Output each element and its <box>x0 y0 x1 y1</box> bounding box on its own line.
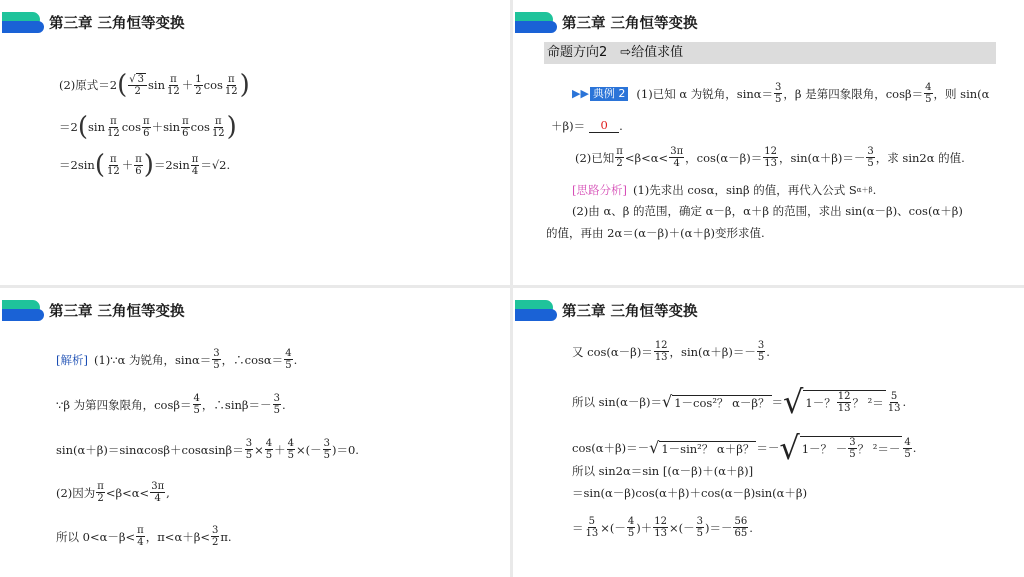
text: )＋ <box>636 520 653 535</box>
fraction: $\frac{\pi}{2}$ <box>97 481 104 504</box>
slide-2 <box>513 0 1024 285</box>
fraction: $\frac{3}{5}$ <box>867 146 874 169</box>
header-tab-blue <box>2 309 44 321</box>
text: , <box>166 485 170 500</box>
solution-line-5 <box>572 486 807 500</box>
header-tab-blue <box>515 309 557 321</box>
fraction: $\frac{4}{5}$ <box>627 516 635 539</box>
text: α＋β <box>856 186 873 194</box>
text: (1)∵α 为锐角，sinα＝ <box>93 352 212 367</box>
text: (2)原式＝2 <box>59 78 118 92</box>
text: (2)已知 <box>575 150 615 165</box>
text: sin <box>87 120 105 134</box>
text: . <box>912 441 917 455</box>
fraction: $\frac{4}{5}$ <box>904 436 911 460</box>
fraction: $\frac{\pi}{12}$ <box>211 115 225 139</box>
sqrt-sign: √ <box>649 438 660 457</box>
fraction: $\frac{\pi}{6}$ <box>135 153 142 177</box>
fraction: $\frac{12}{13}$ <box>654 340 668 363</box>
text: 所以 sin2α＝sin [(α－β)＋(α＋β)] <box>572 464 754 478</box>
text: . <box>619 118 623 133</box>
text: )＝－ <box>704 520 733 535</box>
fraction: $\frac{4}{5}$ <box>265 438 273 461</box>
analysis-line-4 <box>56 481 170 504</box>
text: ∵β 为第四象限角，cosβ＝ <box>56 397 192 412</box>
text: × <box>254 442 264 457</box>
text: . <box>293 352 298 367</box>
text: cos <box>121 120 141 134</box>
solution-line-3 <box>572 429 917 467</box>
topic-banner: 命题方向2 ⇨给值求值 <box>544 42 996 64</box>
text: 1－？ <box>805 395 836 410</box>
text: ，则 sin(α <box>933 86 990 101</box>
fraction: $\frac{\pi}{12}$ <box>106 153 120 177</box>
text: 又 cos(α－β)＝ <box>572 344 653 359</box>
fraction: $\frac{4}{5}$ <box>285 348 292 371</box>
fraction: $\frac{4}{5}$ <box>925 82 932 105</box>
paren: ( <box>77 112 88 142</box>
fraction: $\frac{4}{5}$ <box>287 438 294 461</box>
text: cos(α＋β)＝－ <box>572 441 650 455</box>
hint-line-1 <box>572 183 876 197</box>
fraction: $\frac{12}{13}$ <box>837 391 851 414</box>
text: ？ ²＝ <box>852 395 884 410</box>
radicand: 1－cos²？ α－β？ <box>674 395 770 410</box>
example-line-3 <box>575 146 965 169</box>
solution-line-1 <box>59 72 250 98</box>
fraction: $\frac{\pi}{6}$ <box>182 115 189 139</box>
text: sin <box>148 78 166 92</box>
fraction: $\frac{3}{5}$ <box>775 82 782 105</box>
solution-line-2 <box>572 383 907 421</box>
fraction: $\frac{3}{5}$ <box>849 437 856 460</box>
text: <β<α< <box>624 150 669 165</box>
answer-blank: 0 <box>589 118 619 133</box>
fraction: $\frac{5}{13}$ <box>887 390 901 414</box>
analysis-line-3 <box>56 438 359 461</box>
fraction: $\frac{\pi}{4}$ <box>191 153 199 177</box>
text: sin <box>163 120 181 134</box>
text: )＝0. <box>331 442 359 457</box>
text: ＋ <box>181 78 194 92</box>
text: . <box>766 344 770 359</box>
fraction: $\frac{√ 3}{2}$ <box>128 73 147 97</box>
text: ，求 sin2α 的值. <box>875 150 965 165</box>
fraction: $\frac{12}{13}$ <box>654 516 667 539</box>
chapter-header <box>0 10 300 36</box>
chapter-title: 第三章 三角恒等变换 <box>562 304 698 320</box>
slide-4 <box>513 288 1024 577</box>
text: 的值，再由 2α＝(α－β)＋(α＋β)变形求值. <box>546 226 765 240</box>
text: ×(－ <box>600 520 626 535</box>
analysis-line-5 <box>56 525 232 548</box>
fraction: $\frac{\pi}{2}$ <box>616 146 623 169</box>
paren: ) <box>239 70 250 100</box>
chapter-title: 第三章 三角恒等变换 <box>562 16 698 32</box>
hint-label: [思路分析] <box>572 183 627 197</box>
text: ，sin(α＋β)＝－ <box>669 344 756 359</box>
text: ×(－ <box>295 442 322 457</box>
text: ＋ <box>151 120 164 134</box>
text: ，∴cosα＝ <box>221 352 284 367</box>
fraction: $\frac{3}{5}$ <box>213 348 220 371</box>
chapter-title: 第三章 三角恒等变换 <box>49 16 185 32</box>
solution-line-6 <box>572 516 753 539</box>
fraction: $\frac{3}{5}$ <box>245 438 253 461</box>
text: (1)已知 α 为锐角，sinα＝ <box>636 86 774 101</box>
text: <β<α< <box>105 485 150 500</box>
fraction: $\frac{\pi}{12}$ <box>106 115 120 139</box>
text: (1)先求出 cosα，sinβ 的值，再代入公式 S <box>632 183 857 197</box>
solution-line-2 <box>59 114 237 140</box>
text: cos <box>203 78 223 92</box>
radicand: 1－sin²？ α＋β？ <box>661 441 755 456</box>
chapter-header <box>513 10 813 36</box>
text: ×(－ <box>668 520 695 535</box>
paren: ) <box>226 112 237 142</box>
fraction: $\frac{5}{13}$ <box>585 516 599 539</box>
text: sin(α＋β)＝sinαcosβ＋cosαsinβ＝ <box>56 442 244 457</box>
chapter-header <box>0 298 300 324</box>
text: cos <box>190 120 210 134</box>
example-badge: 典例 2 <box>590 87 629 101</box>
text: ＋ <box>274 442 286 457</box>
text: ＝2 <box>59 120 78 134</box>
text: ，π<α＋β< <box>145 529 210 544</box>
sqrt-sign: √ <box>783 383 804 421</box>
radicand <box>800 436 903 460</box>
text: ，∴sinβ＝－ <box>201 397 272 412</box>
text: 所以 0<α－β< <box>56 529 136 544</box>
double-arrow-icon: ▶▶ <box>572 86 589 100</box>
analysis-line-2 <box>56 393 286 416</box>
text: (2)由 α、β 的范围，确定 α－β，α＋β 的范围，求出 sin(α－β)、cos(α＋β) <box>572 204 963 218</box>
paren: ) <box>143 150 154 180</box>
text: ＋β)＝ <box>551 118 586 133</box>
paren: ( <box>94 150 105 180</box>
fraction: $\frac{3\pi}{4}$ <box>151 481 165 504</box>
slide-1 <box>0 0 510 285</box>
text: 所以 sin(α－β)＝ <box>572 395 663 409</box>
text: π. <box>220 529 232 544</box>
text: ＝－ <box>756 441 780 455</box>
text: ，sin(α＋β)＝－ <box>779 150 866 165</box>
chapter-header <box>513 298 813 324</box>
solution-line-4 <box>572 464 753 478</box>
radicand <box>803 390 885 414</box>
text: ＋ <box>121 158 134 172</box>
fraction: $\frac{1}{2}$ <box>195 73 202 97</box>
paren: ( <box>117 70 128 100</box>
fraction: $\frac{3}{2}$ <box>212 525 219 548</box>
chapter-title: 第三章 三角恒等变换 <box>49 304 185 320</box>
sqrt-sign: √ <box>662 392 673 411</box>
sqrt-sign: √ <box>779 429 800 467</box>
fraction: $\frac{\pi}{4}$ <box>137 525 144 548</box>
hint-line-3 <box>546 226 765 240</box>
fraction: $\frac{3}{5}$ <box>323 438 330 461</box>
text: ，cos(α－β)＝ <box>685 150 763 165</box>
fraction: $\frac{3}{5}$ <box>696 516 703 539</box>
fraction: $\frac{3}{5}$ <box>273 393 280 416</box>
fraction: $\frac{3}{5}$ <box>757 340 765 363</box>
text: . <box>281 397 286 412</box>
fraction: $\frac{12}{13}$ <box>764 146 778 169</box>
text: (2)因为 <box>56 485 96 500</box>
text: . <box>749 520 753 535</box>
text: 1－？ － <box>801 441 848 456</box>
text: . <box>872 183 877 197</box>
text: ＝sin(α－β)cos(α＋β)＋cos(α－β)sin(α＋β) <box>572 486 808 500</box>
fraction: $\frac{\pi}{12}$ <box>167 73 180 97</box>
example-line-2 <box>551 118 623 133</box>
solution-line-1 <box>572 340 770 363</box>
text: ＝2sin <box>153 158 190 172</box>
fraction: $\frac{3\pi}{4}$ <box>670 146 684 169</box>
header-tab-blue <box>2 21 44 33</box>
solution-line-3 <box>59 152 230 178</box>
analysis-line-1 <box>56 348 297 371</box>
fraction: $\frac{\pi}{12}$ <box>224 73 238 97</box>
fraction: $\frac{\pi}{6}$ <box>143 115 150 139</box>
text: ＝2sin <box>59 158 95 172</box>
header-tab-blue <box>515 21 557 33</box>
text: ＝ <box>572 520 584 535</box>
fraction: $\frac{56}{65}$ <box>734 516 748 539</box>
slide-3 <box>0 288 510 577</box>
example-line-1 <box>572 82 989 105</box>
analysis-label: [解析] <box>56 352 88 367</box>
text: ？ ²＝－ <box>857 441 901 456</box>
text: . <box>902 395 907 409</box>
text: ，β 是第四象限角，cosβ＝ <box>783 86 924 101</box>
text: ＝√2. <box>200 158 231 172</box>
hint-line-2 <box>572 204 963 218</box>
fraction: $\frac{4}{5}$ <box>193 393 200 416</box>
text: ＝ <box>771 395 783 409</box>
